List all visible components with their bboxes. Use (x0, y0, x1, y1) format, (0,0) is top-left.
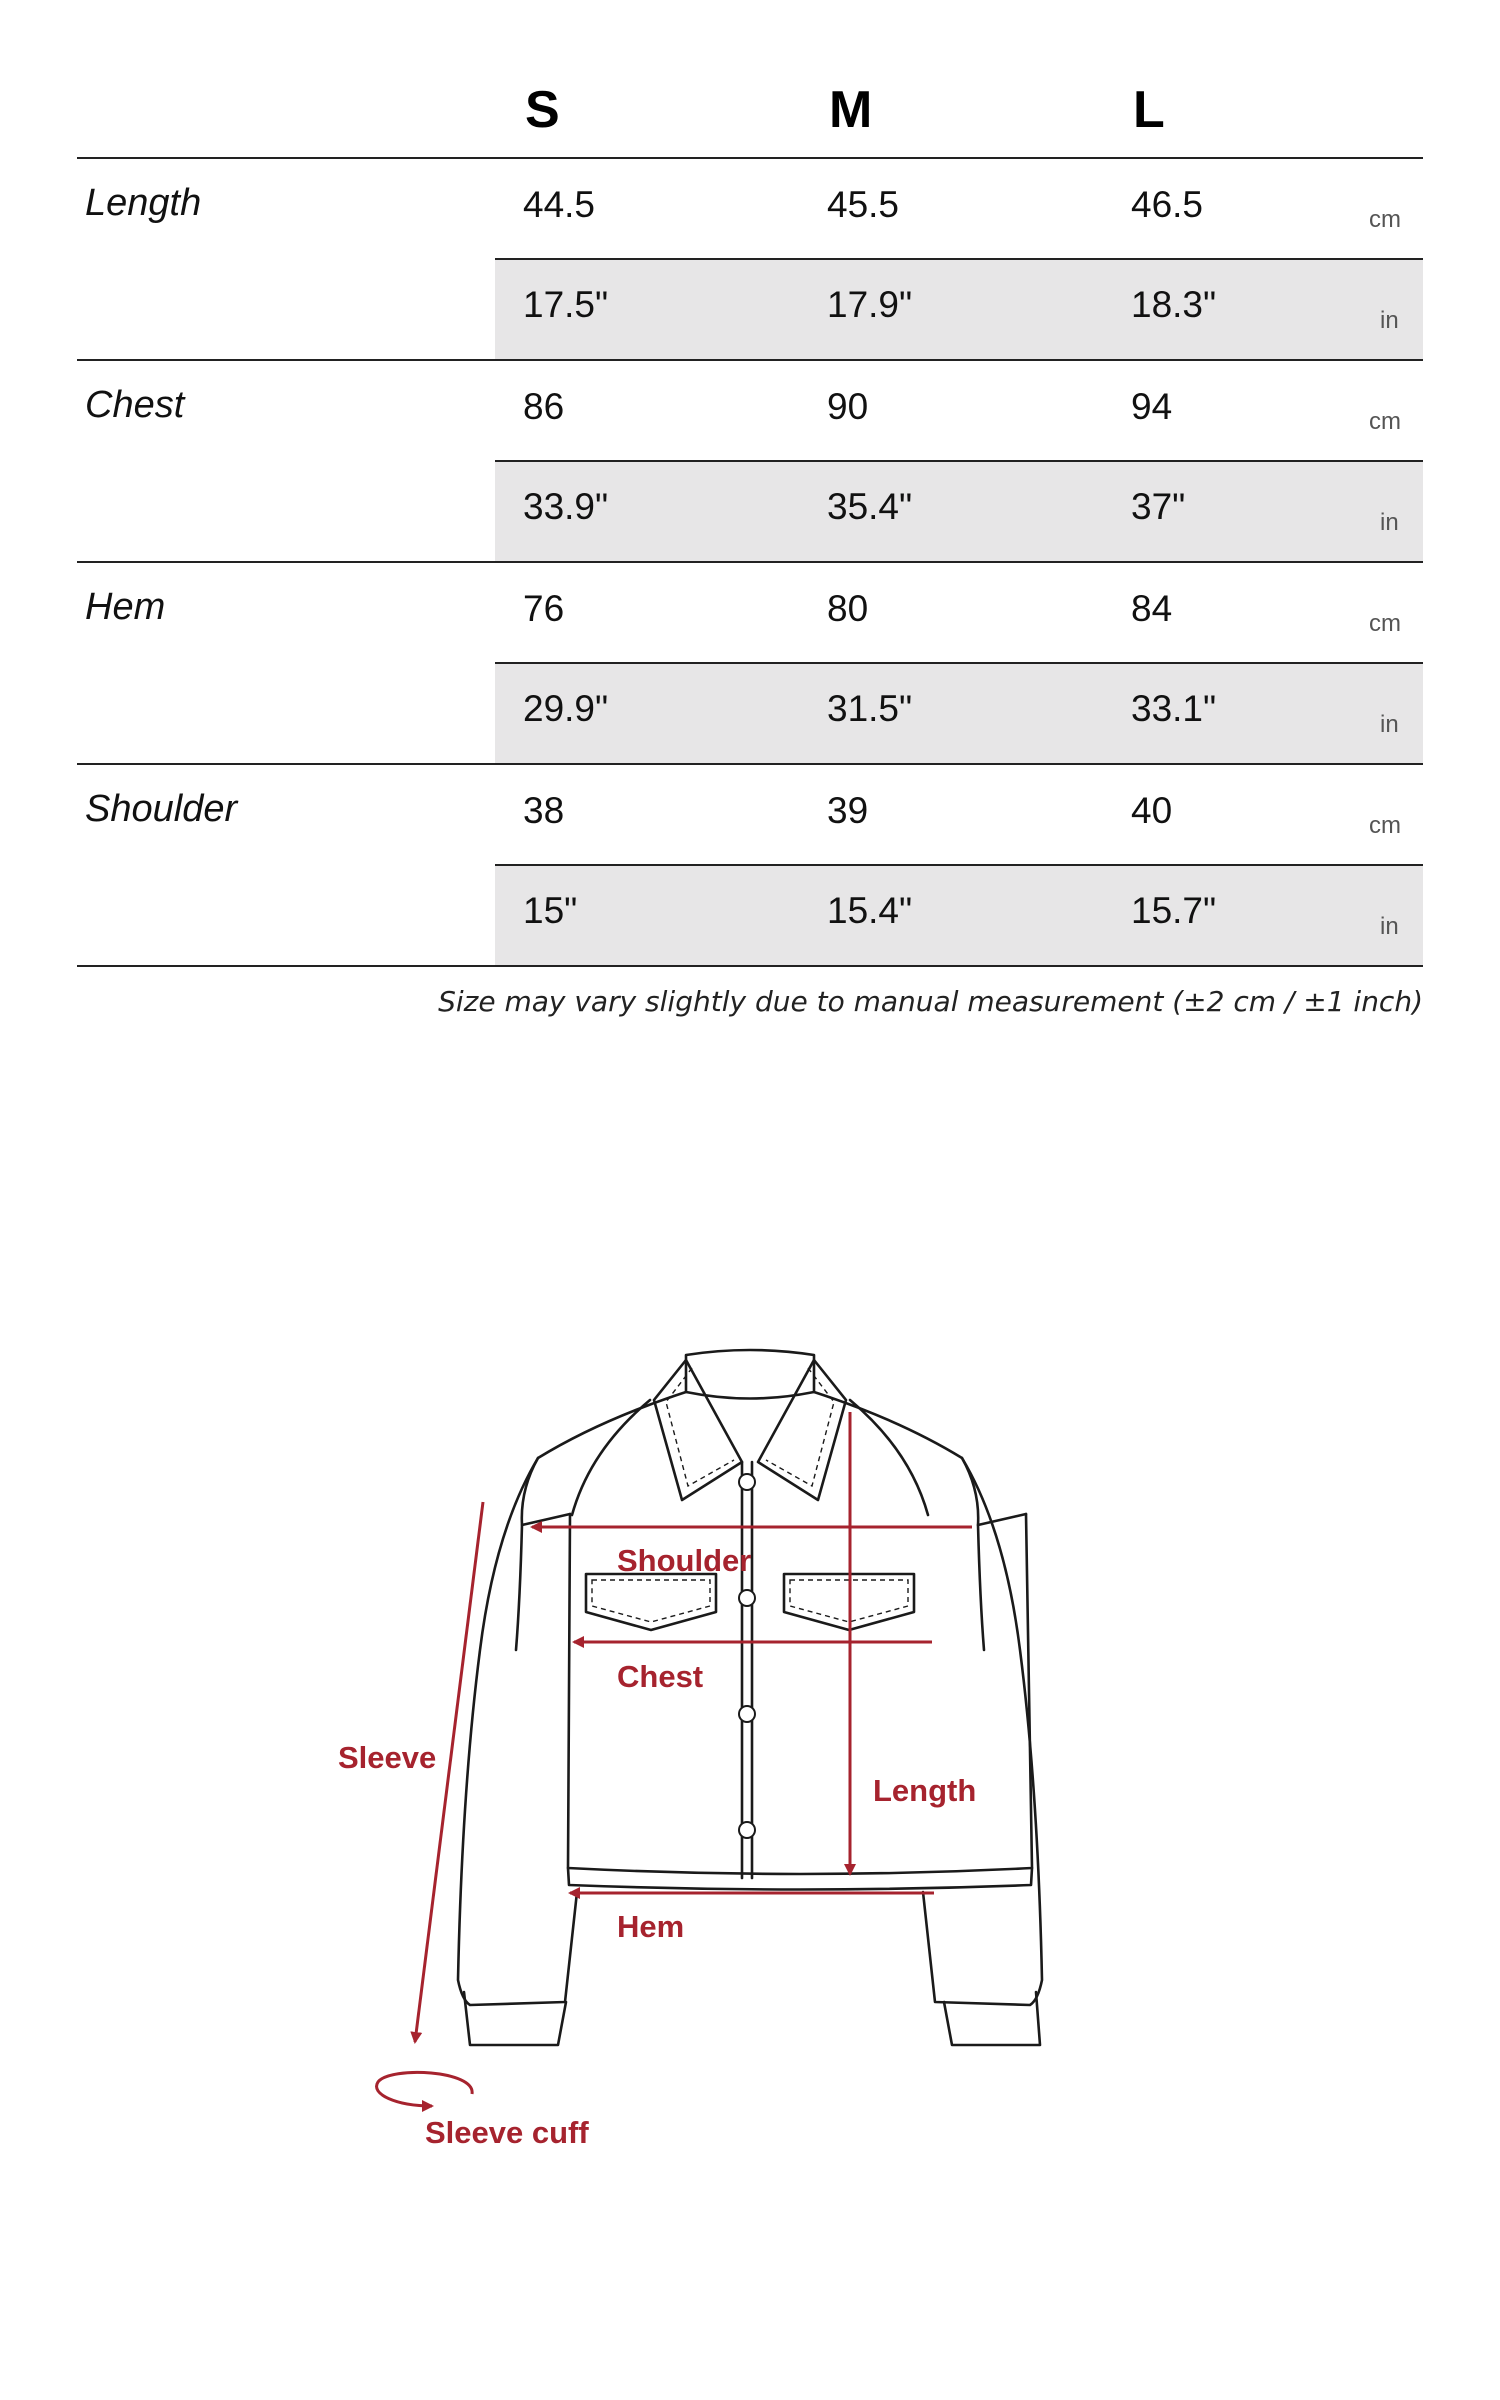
divider (495, 258, 1423, 260)
unit-in: in (1380, 711, 1399, 738)
button-icon (739, 1706, 755, 1722)
diagram-label-shoulder: Shoulder (617, 1543, 752, 1578)
divider (495, 864, 1423, 866)
size-header-l: L (1133, 81, 1165, 139)
cell-value: 33.1" (1131, 688, 1217, 729)
cell-value: 38 (523, 790, 565, 831)
button-icon (739, 1590, 755, 1606)
unit-cm: cm (1369, 610, 1401, 637)
measurement-labels (338, 1543, 976, 2150)
unit-in: in (1380, 307, 1399, 334)
unit-cm: cm (1369, 812, 1401, 839)
cell-value: 37" (1131, 486, 1186, 527)
cell-value: 45.5 (827, 184, 900, 225)
jacket-measurement-diagram (0, 1300, 1500, 2200)
cell-value: 35.4" (827, 486, 913, 527)
row-shade (495, 462, 1423, 561)
cell-value: 86 (523, 386, 565, 427)
cell-value: 94 (1131, 386, 1173, 427)
divider (77, 763, 1423, 765)
cell-value: 33.9" (523, 486, 609, 527)
sleeve-cuff-icon (377, 2072, 473, 2106)
cell-value: 18.3" (1131, 284, 1217, 325)
cell-value: 15" (523, 890, 578, 931)
cell-value: 39 (827, 790, 869, 831)
row-label-length: Length (85, 182, 202, 224)
button-icon (739, 1822, 755, 1838)
cell-value: 76 (523, 588, 565, 629)
row-shade (495, 664, 1423, 763)
button-icon (739, 1474, 755, 1490)
cell-value: 46.5 (1131, 184, 1204, 225)
cell-value: 80 (827, 588, 869, 629)
diagram-label-length: Length (873, 1773, 977, 1808)
size-header-s: S (525, 81, 560, 139)
divider (77, 359, 1423, 361)
divider (495, 662, 1423, 664)
cell-value: 29.9" (523, 688, 609, 729)
divider (77, 965, 1423, 967)
measurement-note: Size may vary slightly due to manual measurement (±2 cm / ±1 inch) (438, 985, 1423, 1018)
diagram-label-chest: Chest (617, 1659, 704, 1694)
cell-value: 15.4" (827, 890, 913, 931)
stitching (592, 1368, 908, 1622)
diagram-label-sleeve: Sleeve (338, 1740, 437, 1775)
cell-value: 44.5 (523, 184, 596, 225)
row-label-chest: Chest (85, 384, 185, 426)
cell-value: 15.7" (1131, 890, 1217, 931)
unit-in: in (1380, 509, 1399, 536)
row-shade (495, 866, 1423, 965)
row-label-hem: Hem (85, 586, 166, 628)
row-label-shoulder: Shoulder (85, 788, 238, 830)
size-header-m: M (829, 81, 873, 139)
cell-value: 17.5" (523, 284, 609, 325)
diagram-label-hem: Hem (617, 1909, 685, 1944)
cell-value: 17.9" (827, 284, 913, 325)
cell-value: 40 (1131, 790, 1173, 831)
divider (495, 460, 1423, 462)
divider (77, 561, 1423, 563)
unit-cm: cm (1369, 408, 1401, 435)
jacket-outline (458, 1350, 1042, 2045)
cell-value: 90 (827, 386, 869, 427)
cell-value: 31.5" (827, 688, 913, 729)
divider (77, 157, 1423, 159)
cell-value: 84 (1131, 588, 1173, 629)
unit-cm: cm (1369, 206, 1401, 233)
diagram-label-sleeve-cuff: Sleeve cuff (425, 2115, 589, 2150)
row-shade (495, 260, 1423, 359)
unit-in: in (1380, 913, 1399, 940)
